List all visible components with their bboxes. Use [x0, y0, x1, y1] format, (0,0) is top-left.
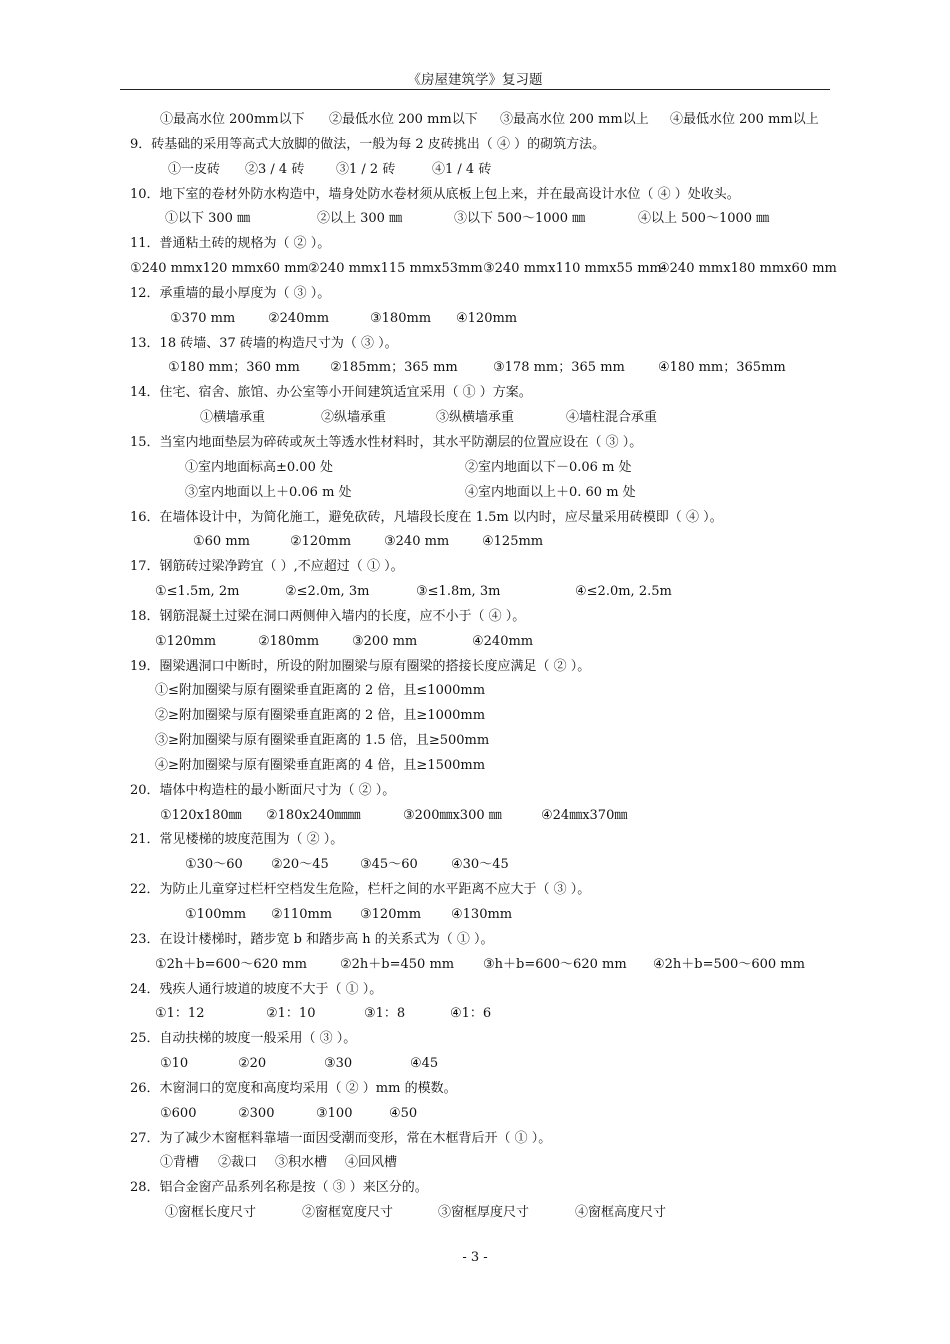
answer-option: ②20: [238, 1056, 267, 1072]
answer-option: ②裁口: [218, 1155, 258, 1171]
question-text: 21．常见楼梯的坡度范围为（ ② ）。: [130, 832, 344, 848]
answer-option: ④1：6: [450, 1006, 492, 1022]
answer-option: ③以下 500～1000 ㎜: [454, 211, 586, 227]
answer-option: ①240 mmx120 mmx60 mm: [130, 261, 309, 277]
options-row: [0, 754, 950, 779]
answer-option: ③240 mmx110 mmx55 mm: [483, 261, 662, 277]
question-text: 23．在设计楼梯时，踏步宽 b 和踏步高 h 的关系式为（ ① ）。: [130, 931, 494, 947]
answer-option: ③100: [316, 1105, 353, 1121]
answer-option: ②120mm: [290, 534, 352, 550]
answer-option: ①2h＋b=600～620 mm: [155, 956, 307, 972]
answer-option: ①1：12: [155, 1006, 205, 1022]
question-text: 27．为了减少木窗框料靠墙一面因受潮而变形，常在木框背后开（ ① ）。: [130, 1130, 552, 1146]
answer-option: ④180 mm；365mm: [658, 360, 786, 376]
options-row: [0, 953, 950, 978]
answer-option: ③180mm: [370, 310, 432, 326]
answer-option: ③30: [324, 1056, 353, 1072]
question-row: [0, 431, 950, 456]
answer-option: ③h＋b=600～620 mm: [483, 956, 627, 972]
page-number: - 3 -: [462, 1250, 488, 1265]
question-text: 17．钢筋砖过梁净跨宜（ ）,不应超过（ ① ）。: [130, 559, 404, 575]
answer-option: ①室内地面标高±0.00 处: [185, 459, 333, 475]
question-row: [0, 133, 950, 158]
options-row: [0, 1151, 950, 1176]
answer-option: ④≤2.0m, 2.5m: [575, 584, 672, 600]
question-row: [0, 1077, 950, 1102]
page-header-title: 《房屋建筑学》复习题: [407, 72, 543, 88]
answer-option: ③≤1.8m, 3m: [416, 584, 501, 600]
answer-option: ③≥附加圈梁与原有圈梁垂直距离的 1.5 倍，且≥500mm: [155, 733, 490, 749]
answer-option: ②室内地面以下－0.06 m 处: [465, 459, 632, 475]
answer-option: ①30～60: [185, 857, 243, 873]
options-row: [0, 158, 950, 183]
options-row: [0, 1002, 950, 1027]
question-row: [0, 1176, 950, 1201]
question-text: 28．铝合金窗产品系列名称是按（ ③ ）来区分的。: [130, 1180, 428, 1196]
answer-option: ②窗框宽度尺寸: [302, 1205, 394, 1221]
answer-option: ③室内地面以上＋0.06 m 处: [185, 484, 352, 500]
answer-option: ②以上 300 ㎜: [317, 211, 403, 227]
answer-option: ④室内地面以上＋0. 60 m 处: [465, 484, 636, 500]
answer-option: ②180x240㎜㎜: [266, 807, 361, 823]
answer-option: ④以上 500～1000 ㎜: [638, 211, 770, 227]
options-row: [0, 257, 950, 282]
answer-option: ②20～45: [271, 857, 329, 873]
options-row: [0, 729, 950, 754]
answer-option: ②2h＋b=450 mm: [340, 956, 455, 972]
question-row: [0, 605, 950, 630]
options-row: [0, 853, 950, 878]
answer-option: ③1 / 2 砖: [336, 161, 396, 177]
answer-option: ②240mm: [268, 310, 330, 326]
options-row: [0, 1052, 950, 1077]
answer-option: ④回风槽: [345, 1155, 398, 1171]
question-text: 11．普通粘土砖的规格为（ ② ）。: [130, 236, 331, 252]
answer-option: ①最高水位 200mm以下: [160, 112, 305, 127]
question-text: 12．承重墙的最小厚度为（ ③ ）。: [130, 285, 331, 301]
answer-option: ②≥附加圈梁与原有圈梁垂直距离的 2 倍，且≥1000mm: [155, 708, 486, 724]
answer-option: ②300: [238, 1105, 275, 1121]
answer-option: ①120x180㎜: [160, 807, 242, 823]
answer-option: ②240 mmx115 mmx53mm: [308, 261, 483, 277]
answer-option: ④≥附加圈梁与原有圈梁垂直距离的 4 倍，且≥1500mm: [155, 757, 486, 773]
answer-option: ②180mm: [258, 633, 320, 649]
answer-option: ①600: [160, 1105, 197, 1121]
answer-option: ②≤2.0m, 3m: [285, 584, 370, 600]
question-list: [0, 108, 950, 1226]
question-text: 16．在墙体设计中，为简化施工，避免砍砖，凡墙段长度在 1.5m 以内时，应尽量采用砖模即（ ④ ）。: [130, 509, 723, 525]
answer-option: ③240 mm: [384, 534, 450, 550]
options-row: [0, 481, 950, 506]
answer-option: ①120mm: [155, 633, 217, 649]
answer-option: ③积水槽: [275, 1155, 328, 1171]
question-row: [0, 1027, 950, 1052]
answer-option: ④120mm: [456, 310, 518, 326]
options-row: [0, 108, 950, 133]
answer-option: ④240mm: [472, 633, 534, 649]
answer-option: ③200 mm: [352, 633, 418, 649]
question-row: [0, 655, 950, 680]
answer-option: ①≤1.5m, 2m: [155, 584, 240, 600]
question-row: [0, 332, 950, 357]
answer-option: ③45～60: [360, 857, 418, 873]
answer-option: ①横墙承重: [200, 410, 266, 426]
answer-option: ①180 mm；360 mm: [168, 360, 300, 376]
options-row: [0, 580, 950, 605]
answer-option: ④50: [389, 1105, 418, 1121]
answer-option: ④墙柱混合承重: [566, 410, 658, 426]
answer-option: ②纵墙承重: [321, 410, 387, 426]
answer-option: ③1：8: [364, 1006, 406, 1022]
answer-option: ④1 / 4 砖: [432, 161, 492, 177]
options-row: [0, 804, 950, 829]
options-row: [0, 530, 950, 555]
question-text: 9．砖基础的采用等高式大放脚的做法，一般为每 2 皮砖挑出（ ④ ）的砌筑方法。: [130, 136, 606, 152]
answer-option: ④30～45: [451, 857, 509, 873]
answer-option: ①10: [160, 1056, 189, 1072]
answer-option: ③200㎜x300 ㎜: [403, 807, 502, 823]
question-row: [0, 555, 950, 580]
options-row: [0, 456, 950, 481]
question-row: [0, 381, 950, 406]
question-text: 26．木窗洞口的宽度和高度均采用（ ② ）mm 的模数。: [130, 1080, 457, 1096]
question-row: [0, 928, 950, 953]
answer-option: ①以下 300 ㎜: [165, 211, 251, 227]
question-text: 22．为防止儿童穿过栏杆空档发生危险，栏杆之间的水平距离不应大于（ ③ ）。: [130, 882, 591, 898]
options-row: [0, 679, 950, 704]
answer-option: ④2h＋b=500～600 mm: [653, 956, 805, 972]
options-row: [0, 704, 950, 729]
options-row: [0, 903, 950, 928]
options-row: [0, 1102, 950, 1127]
answer-option: ①一皮砖: [168, 161, 221, 177]
answer-option: ③最高水位 200 mm以上: [500, 112, 649, 127]
answer-option: ④24㎜x370㎜: [541, 807, 628, 823]
answer-option: ①背槽: [160, 1155, 200, 1171]
question-text: 20．墙体中构造柱的最小断面尺寸为（ ② ）。: [130, 782, 396, 798]
answer-option: ①60 mm: [193, 534, 250, 550]
answer-option: ④130mm: [451, 907, 513, 922]
answer-option: ①窗框长度尺寸: [165, 1205, 257, 1221]
question-row: [0, 978, 950, 1003]
question-text: 15．当室内地面垫层为碎砖或灰土等透水性材料时，其水平防潮层的位置应设在（ ③ ）。: [130, 434, 643, 450]
question-text: 18．钢筋混凝土过梁在洞口两侧伸入墙内的长度，应不小于（ ④ ）。: [130, 608, 526, 624]
options-row: [0, 406, 950, 431]
question-row: [0, 506, 950, 531]
answer-option: ②110mm: [271, 907, 333, 922]
options-row: [0, 1201, 950, 1226]
question-row: [0, 282, 950, 307]
options-row: [0, 356, 950, 381]
options-row: [0, 307, 950, 332]
answer-option: ③纵横墙承重: [436, 410, 515, 426]
answer-option: ③窗框厚度尺寸: [438, 1205, 530, 1221]
options-row: [0, 630, 950, 655]
question-row: [0, 828, 950, 853]
question-text: 10．地下室的卷材外防水构造中，墙身处防水卷材须从底板上包上来，并在最高设计水位（ ④ ）处收头。: [130, 186, 740, 202]
question-row: [0, 878, 950, 903]
question-text: 13．18 砖墙、37 砖墙的构造尺寸为（ ③ ）。: [130, 335, 398, 351]
answer-option: ②3 / 4 砖: [245, 161, 305, 177]
question-text: 24．残疾人通行坡道的坡度不大于（ ① ）。: [130, 981, 383, 997]
question-text: 19．圈梁遇洞口中断时，所设的附加圈梁与原有圈梁的搭接长度应满足（ ② ）。: [130, 658, 591, 674]
header-divider: [120, 89, 830, 90]
answer-option: ④最低水位 200 mm以上: [670, 112, 819, 127]
question-row: [0, 779, 950, 804]
answer-option: ②185mm；365 mm: [330, 360, 458, 376]
answer-option: ④240 mmx180 mmx60 mm: [658, 261, 837, 277]
answer-option: ③120mm: [360, 907, 422, 922]
question-text: 25．自动扶梯的坡度一般采用（ ③ ）。: [130, 1031, 357, 1047]
question-row: [0, 183, 950, 208]
answer-option: ④125mm: [482, 534, 544, 550]
answer-option: ②最低水位 200 mm以下: [329, 112, 478, 127]
answer-option: ④窗框高度尺寸: [575, 1205, 667, 1221]
answer-option: ④45: [410, 1056, 439, 1072]
answer-option: ①≤附加圈梁与原有圈梁垂直距离的 2 倍，且≤1000mm: [155, 683, 486, 699]
question-row: [0, 232, 950, 257]
answer-option: ①370 mm: [170, 310, 236, 326]
question-row: [0, 1127, 950, 1152]
answer-option: ①100mm: [185, 907, 247, 922]
answer-option: ②1：10: [266, 1006, 316, 1022]
answer-option: ③178 mm；365 mm: [493, 360, 625, 376]
options-row: [0, 207, 950, 232]
question-text: 14．住宅、宿舍、旅馆、办公室等小开间建筑适宜采用（ ① ）方案。: [130, 385, 532, 401]
